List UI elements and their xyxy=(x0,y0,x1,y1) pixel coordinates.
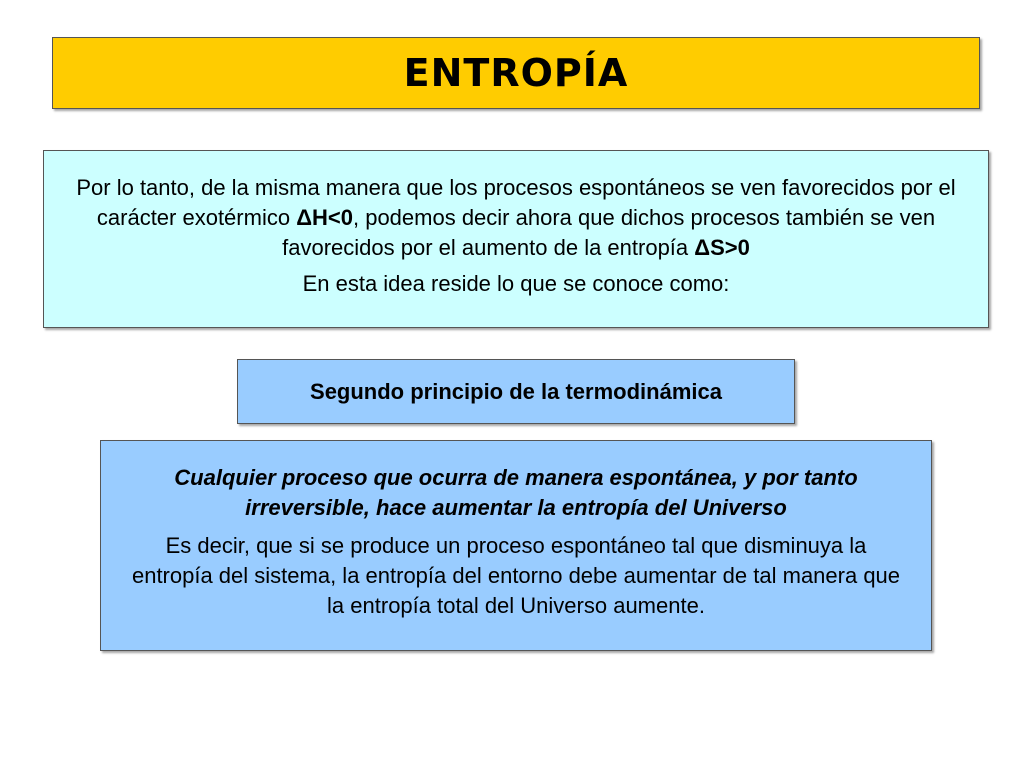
entropy-condition: ΔS>0 xyxy=(694,235,750,260)
intro-text-part1: Por lo tanto, de la misma manera que los procesos espontáneos se ven favorecidos por el carácter exotérmico xyxy=(76,175,956,230)
slide-title: ENTROPÍA xyxy=(403,51,629,95)
intro-text-part2: , podemos decir ahora que dichos procesos también se ven favorecidos por el aumento de la entropía xyxy=(282,205,936,260)
principle-explanation: Es decir, que si se produce un proceso espontáneo tal que disminuya la entropía del sistema, la entropía del entorno debe aumentar de tal manera que la entropía total del Universo aumente. xyxy=(131,533,901,618)
intro-lead-in: En esta idea reside lo que se conoce como: xyxy=(302,271,730,296)
enthalpy-condition: ΔH<0 xyxy=(296,205,353,230)
principle-heading: Segundo principio de la termodinámica xyxy=(310,378,722,404)
intro-paragraph xyxy=(64,173,968,263)
principle-statement: Cualquier proceso que ocurra de manera espontánea, y por tanto irreversible, hace aumentar la entropía del Universo xyxy=(174,465,858,520)
title-banner xyxy=(52,37,980,109)
principle-heading-box xyxy=(237,359,795,424)
intro-text-box xyxy=(43,150,989,328)
statement-box xyxy=(100,440,932,651)
